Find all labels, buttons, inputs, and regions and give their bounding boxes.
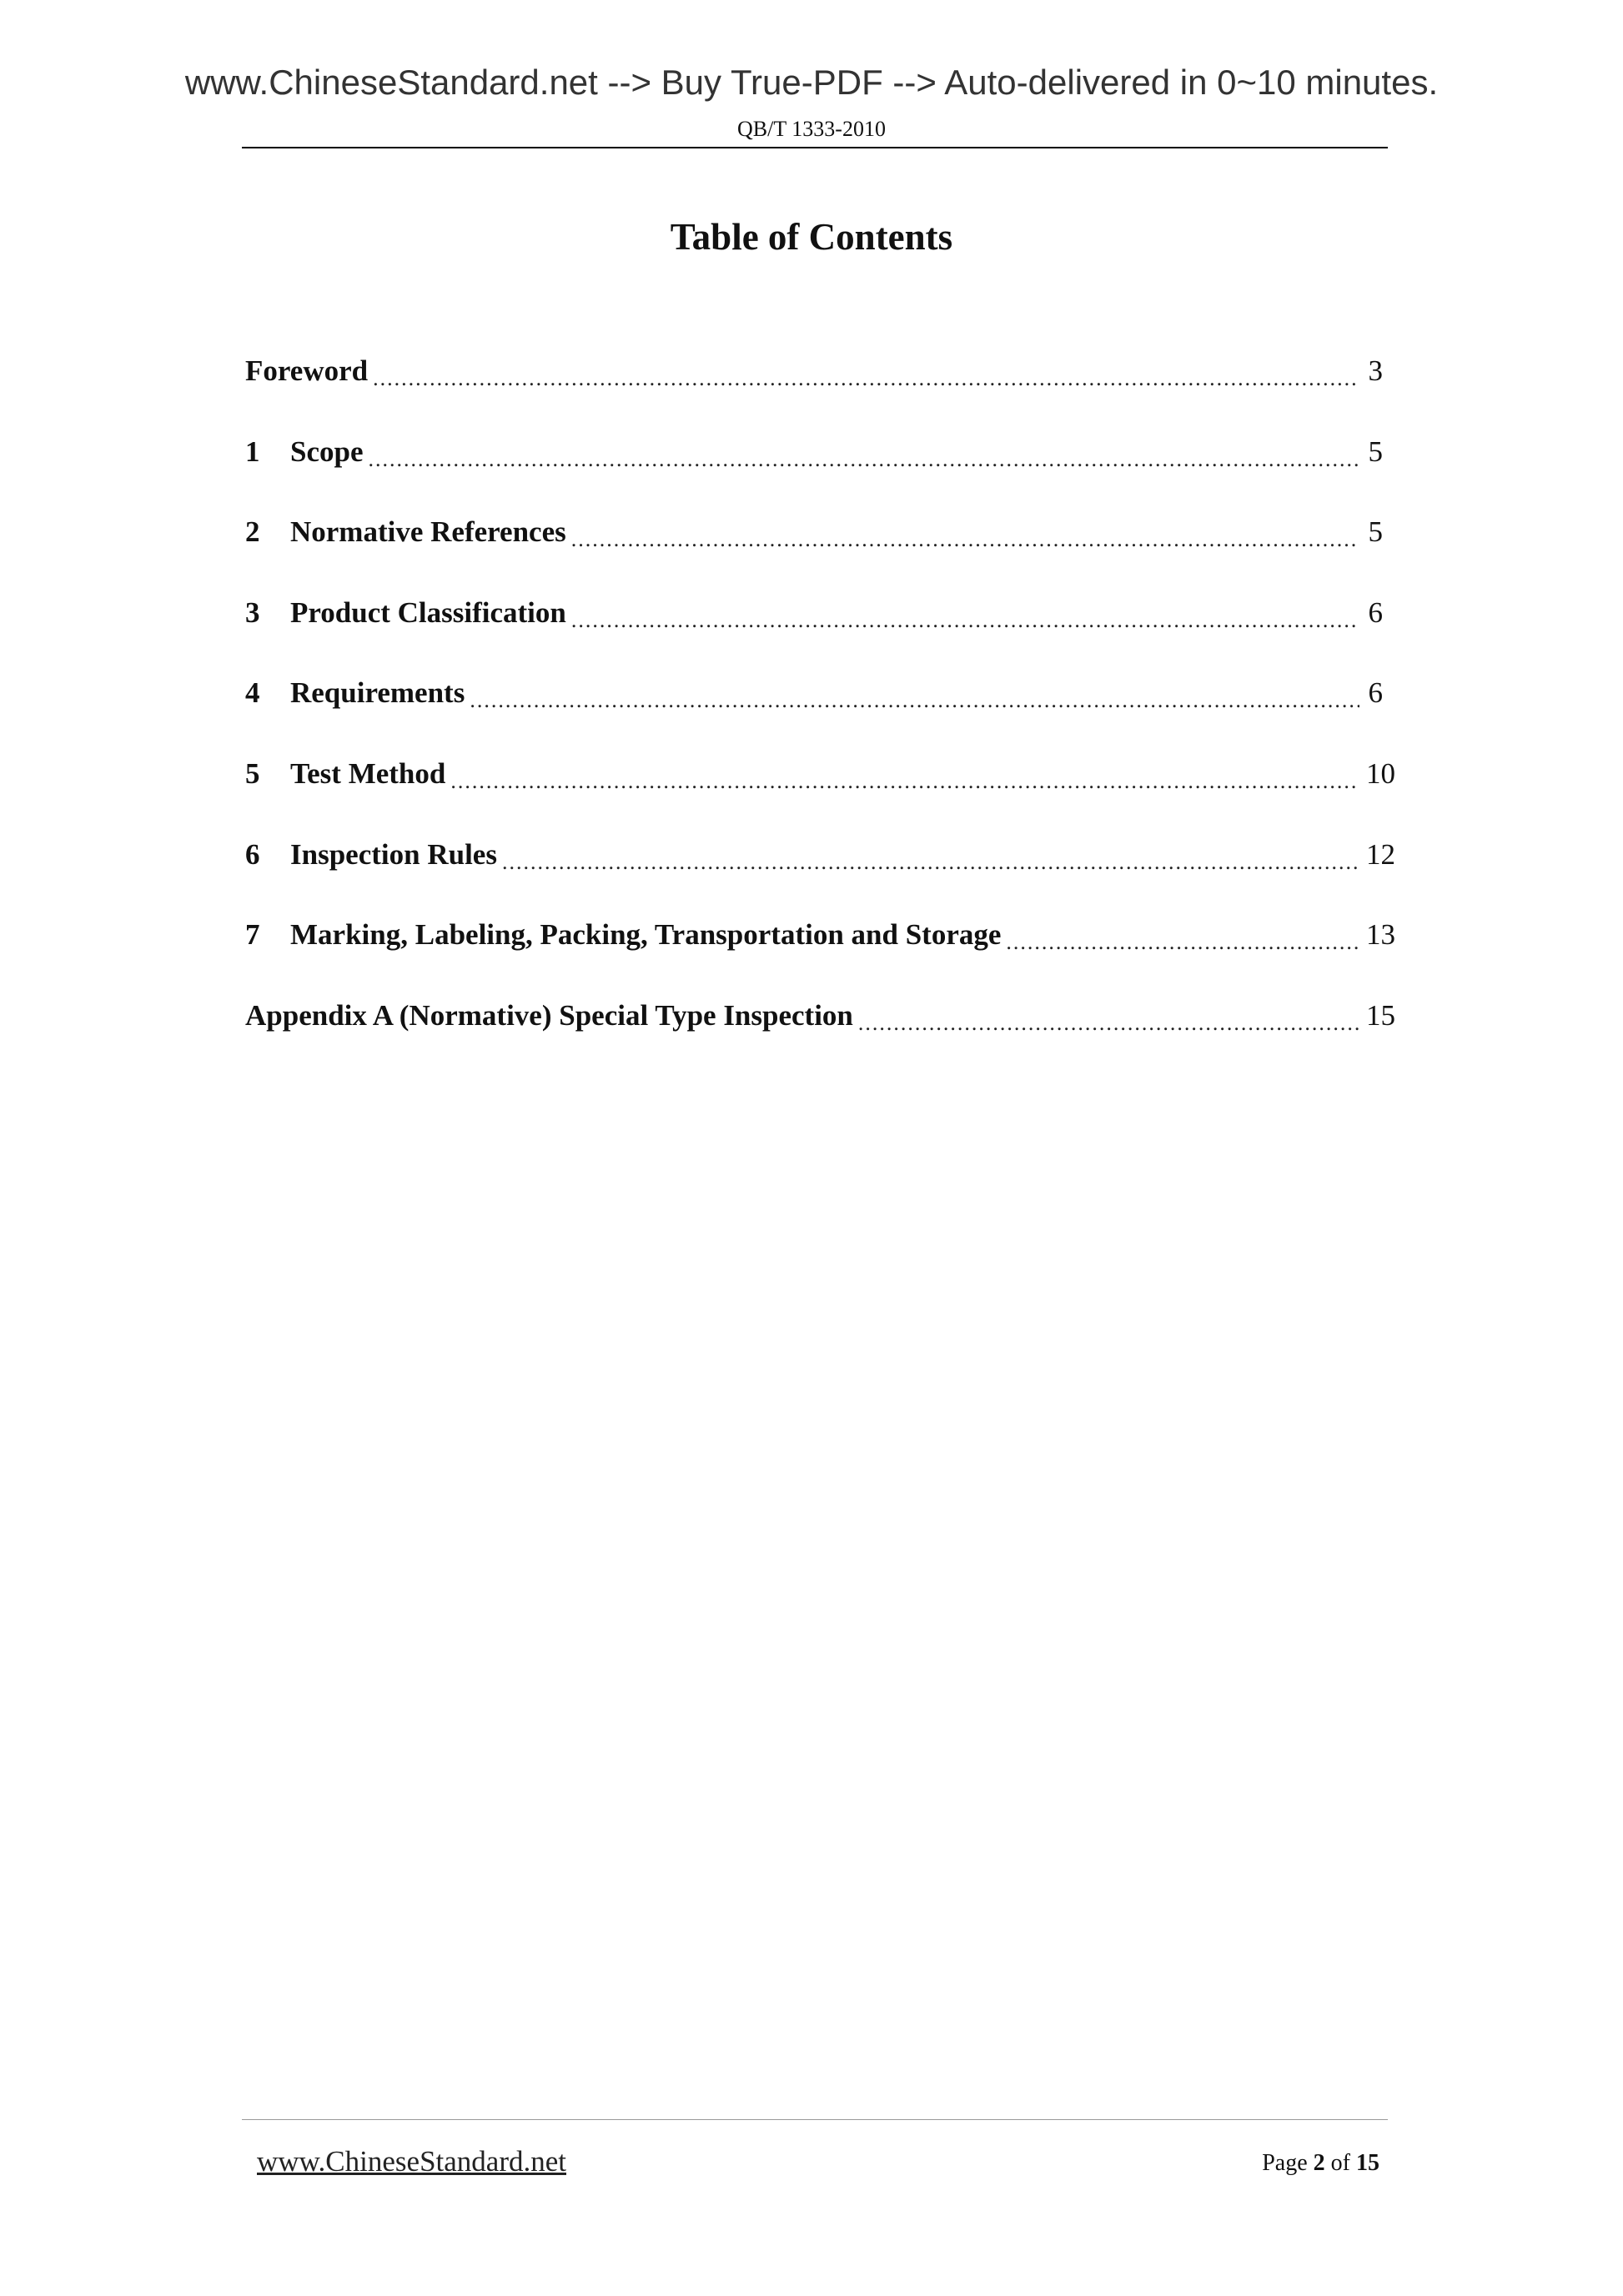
toc-entry-title: Marking, Labeling, Packing, Transportation and Storage (290, 918, 1002, 952)
toc-entry-title: Appendix A (Normative) Special Type Inspection (245, 998, 853, 1032)
toc-entry-title: Test Method (290, 756, 446, 790)
toc-dot-leader (571, 515, 1359, 552)
toc-entry-inspection-rules[interactable] (245, 837, 1395, 918)
standard-code: QB/T 1333-2010 (737, 117, 886, 141)
footer-divider (242, 2119, 1388, 2120)
page-number (1262, 2152, 1379, 2175)
toc-entry-appendix-a[interactable] (245, 998, 1395, 1079)
toc-entry-title: Foreword (245, 354, 369, 387)
toc-entry-number: 6 (245, 837, 260, 871)
toc-entry-marking-labeling[interactable] (245, 917, 1395, 998)
toc-dot-leader (1006, 917, 1359, 955)
toc-entry-product-classification[interactable] (245, 595, 1383, 676)
total-pages-number: 15 (1356, 2150, 1379, 2176)
toc-entry-scope[interactable] (245, 435, 1383, 515)
current-page-number: 2 (1313, 2150, 1325, 2176)
toc-dot-leader (450, 756, 1359, 794)
toc-entry-title: Requirements (290, 676, 465, 710)
toc-entry-title: Normative References (290, 515, 566, 549)
toc-entry-normative-references[interactable] (245, 515, 1383, 595)
toc-dot-leader (373, 354, 1359, 391)
toc-entry-page: 5 (1368, 515, 1383, 549)
of-word: of (1330, 2150, 1350, 2176)
toc-dot-leader (502, 837, 1359, 875)
toc-entry-number: 1 (245, 435, 260, 468)
toc-dot-leader (470, 676, 1359, 713)
top-banner: www.ChineseStandard.net --> Buy True-PDF --> Auto-delivered in 0~10 minutes. (184, 63, 1439, 102)
page-title: Table of Contents (670, 216, 953, 258)
toc-dot-leader (369, 435, 1360, 472)
toc-entry-foreword[interactable] (245, 354, 1383, 435)
toc-entry-page: 10 (1366, 756, 1395, 790)
toc-entry-page: 5 (1368, 435, 1383, 468)
toc-list (245, 354, 1395, 1078)
toc-entry-number: 7 (245, 918, 260, 952)
toc-entry-test-method[interactable] (245, 756, 1395, 837)
toc-entry-page: 15 (1366, 998, 1395, 1032)
toc-entry-requirements[interactable] (245, 676, 1383, 756)
toc-entry-title: Scope (290, 435, 364, 468)
toc-entry-number: 5 (245, 756, 260, 790)
toc-entry-number: 3 (245, 595, 260, 629)
toc-dot-leader (571, 595, 1359, 633)
toc-entry-page: 12 (1366, 837, 1395, 871)
toc-entry-title: Inspection Rules (290, 837, 497, 871)
toc-entry-number: 2 (245, 515, 260, 549)
toc-entry-number: 4 (245, 676, 260, 710)
toc-entry-page: 13 (1366, 918, 1395, 952)
toc-dot-leader (858, 998, 1359, 1036)
toc-entry-page: 6 (1368, 676, 1383, 710)
footer-website-link[interactable]: www.ChineseStandard.net (257, 2145, 566, 2178)
page-word: Page (1262, 2150, 1308, 2176)
toc-entry-page: 6 (1368, 595, 1383, 629)
toc-entry-page: 3 (1368, 354, 1383, 387)
header-divider (242, 147, 1388, 148)
toc-entry-title: Product Classification (290, 595, 566, 629)
